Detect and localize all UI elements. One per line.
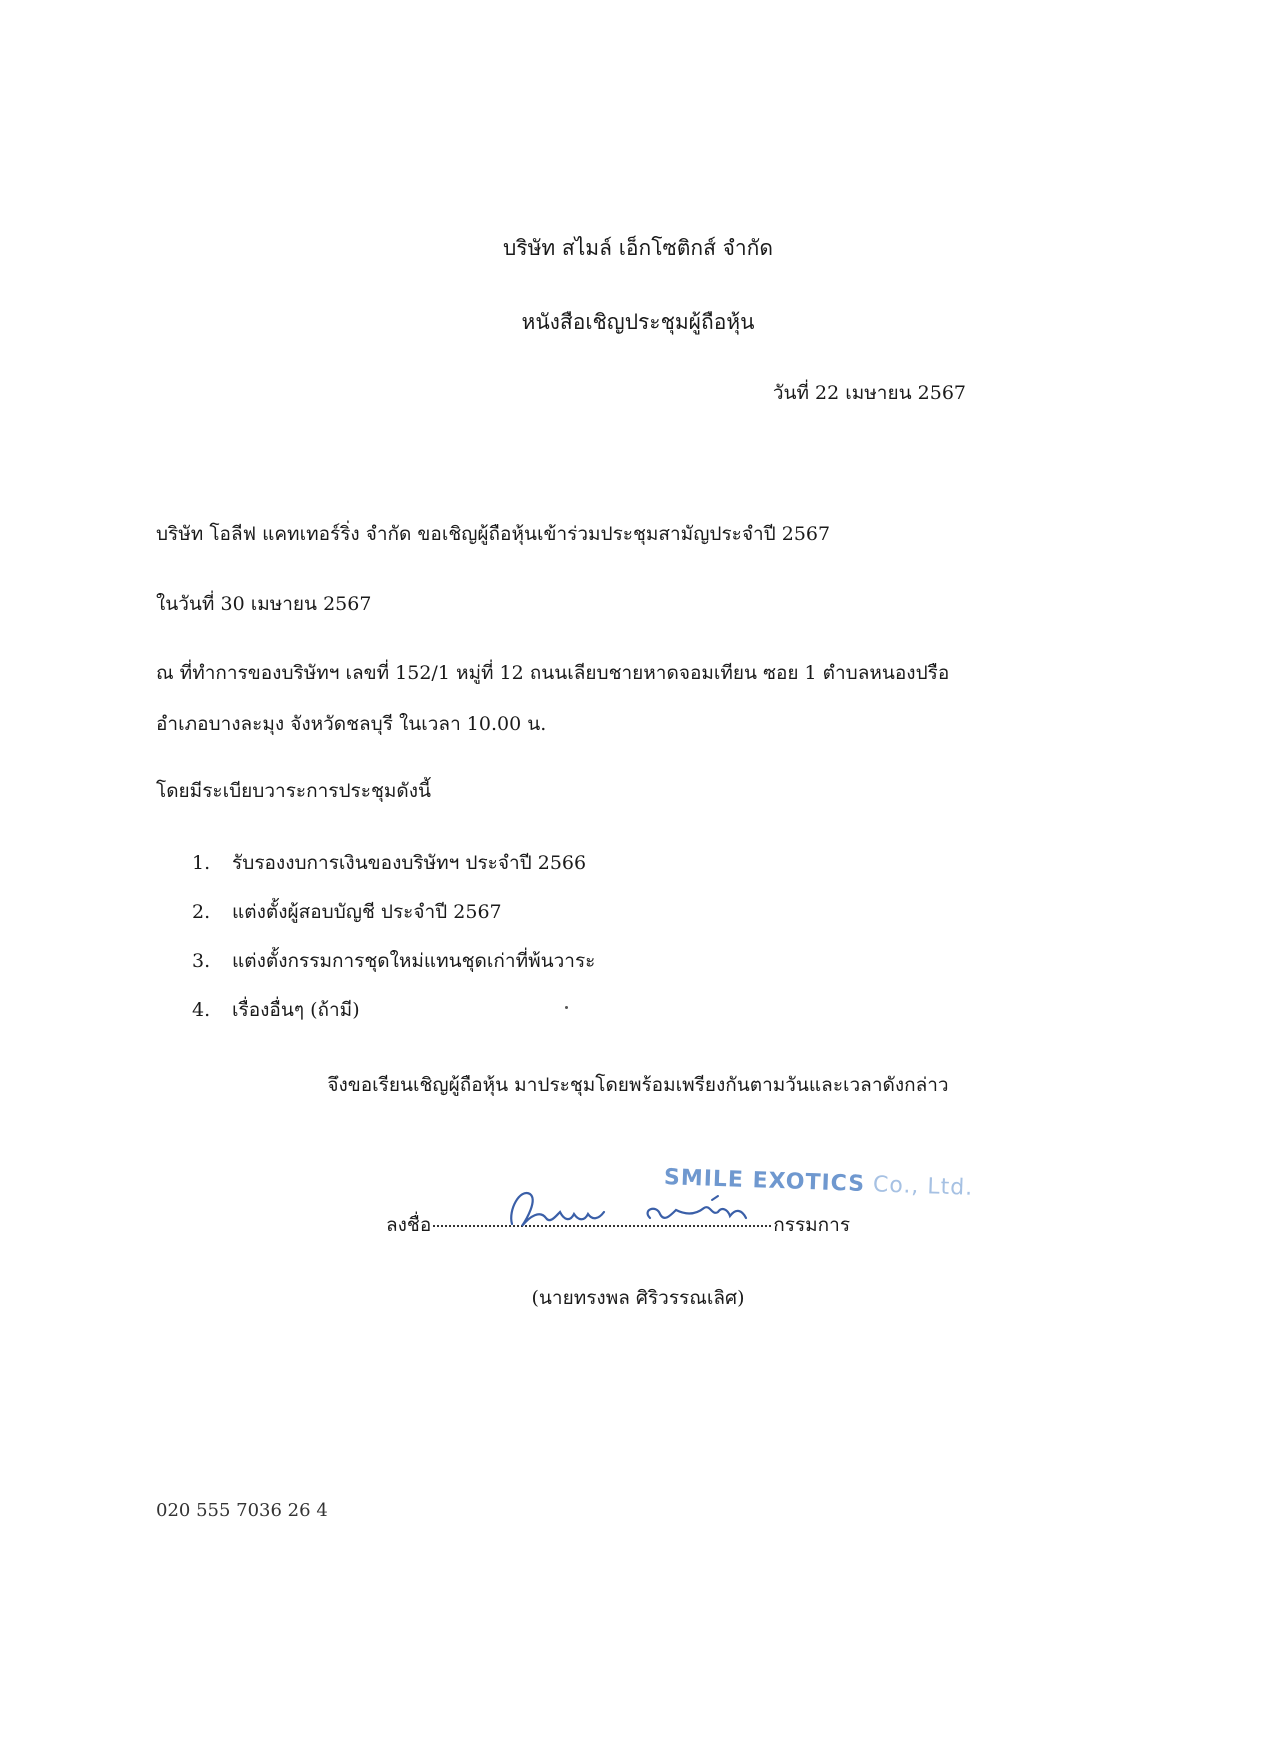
agenda-intro: โดยมีระเบียบวาระการประชุมดังนี้ xyxy=(156,780,431,802)
agenda-item xyxy=(192,946,595,995)
agenda-item-text: เรื่องอื่นๆ (ถ้ามี) xyxy=(232,999,360,1021)
agenda-list xyxy=(192,848,595,1044)
agenda-item-number: 1. xyxy=(192,852,211,874)
location-line-1: ณ ที่ทำการของบริษัทฯ เลขที่ 152/1 หมู่ที่ 12 ถนนเลียบชายหาดจอมเทียน ซอย 1 ตำบลหนองปรือ xyxy=(156,662,950,684)
meeting-date: ในวันที่ 30 เมษายน 2567 xyxy=(156,593,372,615)
closing-text: จึงขอเรียนเชิญผู้ถือหุ้น มาประชุมโดยพร้อมเพรียงกันตามวันและเวลาดังกล่าว xyxy=(327,1074,949,1096)
document-date: วันที่ 22 เมษายน 2567 xyxy=(772,382,966,404)
agenda-item xyxy=(192,848,595,897)
registration-number: 020 555 7036 26 4 xyxy=(156,1500,328,1521)
company-name: บริษัท สไมล์ เอ็กโซติกส์ จำกัด xyxy=(502,236,774,260)
agenda-item xyxy=(192,897,595,946)
agenda-item-number: 3. xyxy=(192,950,211,972)
sign-suffix: กรรมการ xyxy=(773,1214,851,1236)
sign-prefix: ลงชื่อ xyxy=(386,1214,432,1236)
invitation-text: บริษัท โอลีฟ แคทเทอร์ริ่ง จำกัด ขอเชิญผู้ถือหุ้นเข้าร่วมประชุมสามัญประจำปี 2567 xyxy=(156,523,831,545)
handwritten-signature xyxy=(500,1180,780,1240)
agenda-item-text: รับรองงบการเงินของบริษัทฯ ประจำปี 2566 xyxy=(232,852,587,874)
agenda-item xyxy=(192,995,595,1044)
document-title: หนังสือเชิญประชุมผู้ถือหุ้น xyxy=(521,310,755,334)
location-line-2: อำเภอบางละมุง จังหวัดชลบุรี ในเวลา 10.00 น. xyxy=(156,713,547,735)
signer-name: (นายทรงพล ศิริวรรณเลิศ) xyxy=(531,1287,745,1309)
stray-dot xyxy=(565,1006,568,1009)
agenda-item-text: แต่งตั้งกรรมการชุดใหม่แทนชุดเก่าที่พ้นวาระ xyxy=(232,950,596,972)
agenda-item-number: 4. xyxy=(192,999,211,1021)
agenda-item-number: 2. xyxy=(192,901,211,923)
stamp-suffix-text: Co., Ltd. xyxy=(864,1172,974,1201)
stamp-main-text: SMILE EXOTICS xyxy=(663,1165,866,1198)
agenda-item-text: แต่งตั้งผู้สอบบัญชี ประจำปี 2567 xyxy=(232,901,502,923)
